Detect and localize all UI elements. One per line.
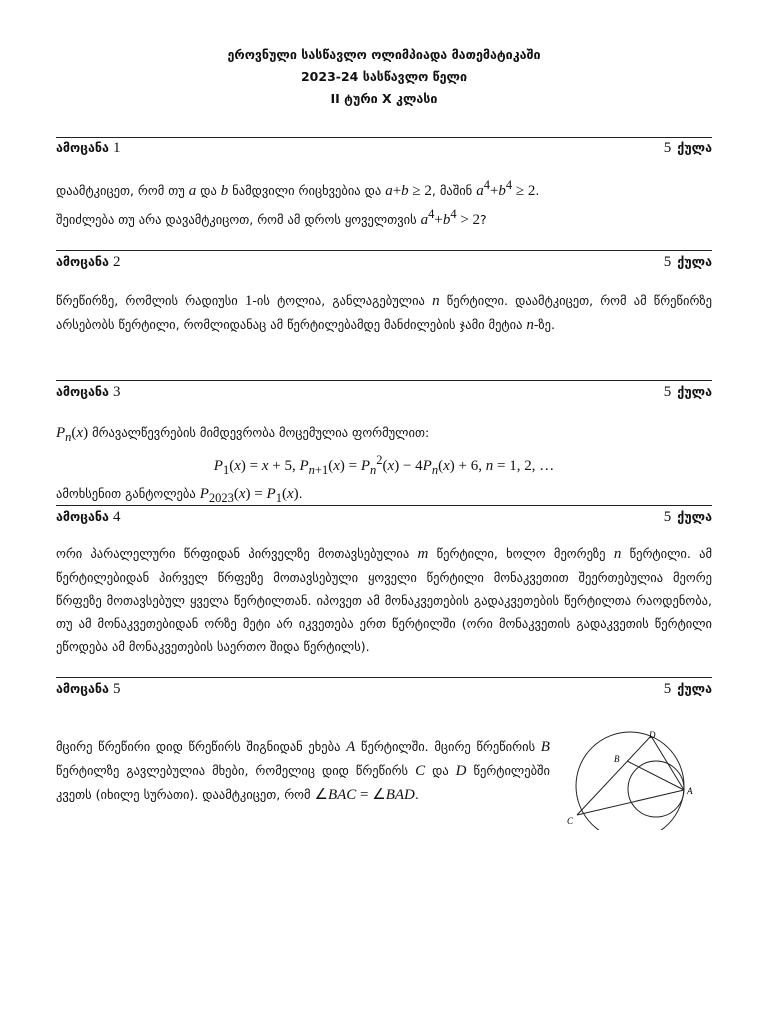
label-d: D <box>649 730 656 740</box>
label-b: B <box>614 754 620 764</box>
small-circle <box>628 761 684 817</box>
label-a: A <box>687 786 693 796</box>
divider <box>56 380 712 381</box>
school-year: 2023-24 სასწავლო წელი <box>300 69 468 84</box>
problem-label: ამოცანა <box>56 140 109 155</box>
segment-ac <box>577 790 684 815</box>
olympiad-title: ეროვნული სასწავლო ოლიმპიადა მათემატიკაში <box>227 47 541 62</box>
round-class: II ტური X კლასი <box>330 91 438 106</box>
recurrence-formula: $P_1(x) = x + 5$, $P_{n+1}(x) = P_n^2(x) - 4P_n(x) + 6$, n = 1, 2, … <box>213 453 555 477</box>
points-number: 5 <box>663 140 672 156</box>
tangent-line-cd <box>577 736 651 815</box>
problem-4-text: ორი პარალელური წრფიდან პირველზე მოთავსებულია m წერტილი, ხოლო მეორეზე n წერტილი. ამ წერტილებიდან პირველ წრფეზე მოთავსებული ყოველი წერტილი მონაკვეთით შეერთებულია მეორე წრფეზე მოთავსებულ ყველა წერტილთან. იპოვეთ ამ მონაკვეთების გადაკვეთების წერტილთა რაოდენობა, თუ ამ მონაკვეთებიდან ორზე მეტი არ იკვეთება ერთ წერტილში (ორი მონაკვეთის გადაკვეთის წერტილი ეწოდება ამ მონაკვეთების საერთო შიდა წერტილს). <box>56 546 712 654</box>
divider <box>56 250 712 251</box>
problem-2-text: წრეწირზე, რომლის რადიუსი 1-ის ტოლია, განლაგებულია n წერტილი. დაამტკიცეთ, რომ ამ წრეწირზე არსებობს წერტილი, რომლიდანაც ამ წერტილებამდე მანძილების ჯამი მეტია n-ზე. <box>56 293 713 333</box>
points-word: ქულა <box>677 140 712 155</box>
document-header <box>0 44 768 110</box>
problem-number: 1 <box>112 140 121 156</box>
problem-5-text: მცირე წრეწირი დიდ წრეწირს შიგნიდან ეხება A წერტილში. მცირე წრეწირის B წერტილზე გავლებულია მხები, რომელიც დიდ წრეწირს C და D წერტილებში კვეთს (იხილე სურათი). დაამტკიცეთ, რომ ∠BAC = ∠BAD. <box>56 739 550 803</box>
problem-3-text: $P_n(x)$ მრავალწევრების მიმდევრობა მოცემულია ფორმულით: $P_1(x) = x + 5$, $P_{n+1}(x) = P_n^2(x) - 4P_n(x) + 6$, n = 1, 2, … ამოხსენით განტოლება $P_{2023}(x) = P_1(x)$. <box>56 421 712 510</box>
label-c: C <box>567 816 574 826</box>
problem-1-text: დაამტკიცეთ, რომ თუ a და b ნამდვილი რიცხვებია და a+b ≥ 2, მაშინ $a^4+b^4 \ge 2$. შეიძლება თუ არა დავამტკიცოთ, რომ ამ დროს ყოველთვის $a^4+b^4 > 2$? <box>56 178 540 228</box>
divider <box>56 677 712 678</box>
divider <box>56 137 712 138</box>
tangent-circles-figure <box>548 728 718 830</box>
large-circle <box>576 732 684 830</box>
divider <box>56 505 712 506</box>
